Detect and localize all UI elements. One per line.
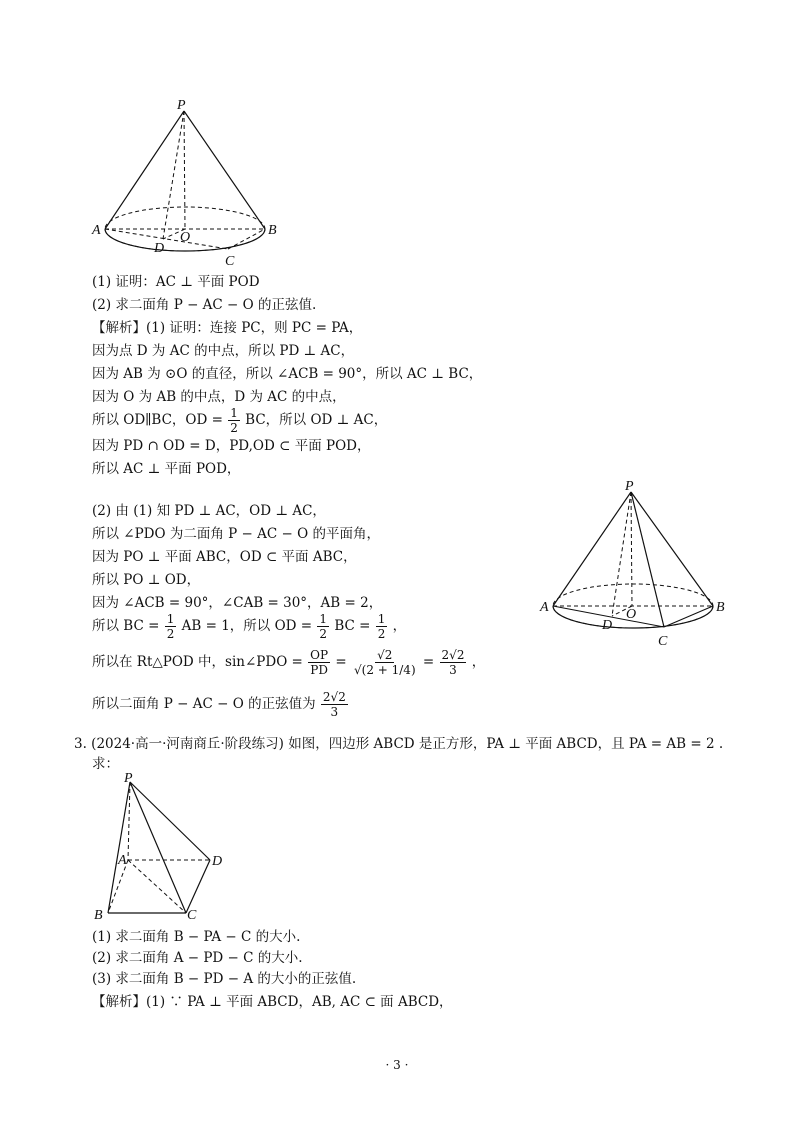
label-C: C <box>187 908 197 923</box>
label-P: P <box>177 98 186 113</box>
label-D: D <box>154 241 165 256</box>
question-3-line-1: 3. (2024·高一·河南商丘·阶段练习) 如图，四边形 ABCD 是正方形，PA ⊥ 平面 ABCD，且 PA = AB = 2 . <box>74 736 724 752</box>
label-D: D <box>212 854 223 869</box>
solution-line-4: 因为 O 为 AB 的中点，D 为 AC 的中点， <box>92 389 346 405</box>
question-3-sub-3: (3) 求二面角 B − PD − A 的大小的正弦值. <box>92 971 357 987</box>
cone-figure-2 <box>536 476 736 652</box>
numerator: 2√2 <box>441 648 465 662</box>
denominator: √(2 + 1/4) <box>353 663 416 677</box>
label-A: A <box>118 853 127 868</box>
fraction <box>165 612 177 641</box>
text: = <box>335 654 347 670</box>
numerator: 1 <box>230 406 238 420</box>
denominator: 2 <box>377 627 386 641</box>
question-2: (2) 求二面角 P − AC − O 的正弦值. <box>92 297 317 313</box>
denominator: 3 <box>449 663 457 677</box>
numerator: √2 <box>377 648 393 662</box>
label-P: P <box>124 771 133 786</box>
text: = <box>422 654 435 670</box>
text: ， <box>471 654 486 670</box>
numerator: 2√2 <box>322 690 346 704</box>
fraction <box>440 648 467 677</box>
denominator: 2 <box>230 421 238 435</box>
question-3-sub-2: (2) 求二面角 A − PD − C 的大小. <box>92 950 303 966</box>
fraction <box>376 612 388 641</box>
label-B: B <box>716 600 725 615</box>
denominator: 2 <box>166 627 175 641</box>
text: BC = <box>334 618 371 634</box>
label-O: O <box>180 230 191 245</box>
text: BC，所以 OD ⊥ AC， <box>245 412 388 428</box>
label-D: D <box>602 618 613 633</box>
label-C: C <box>225 254 235 266</box>
page-number: · 3 · <box>385 1058 409 1072</box>
question-3-line-2: 求： <box>92 756 119 772</box>
text: 所以在 Rt△POD 中，sin∠PDO = <box>92 654 303 670</box>
solution-line-5 <box>92 406 387 435</box>
fraction <box>321 690 348 719</box>
numerator: OP <box>310 648 329 662</box>
part2-line-5: 因为 ∠ACB = 90°，∠CAB = 30°，AB = 2， <box>92 595 383 611</box>
part2-line-3: 因为 PO ⊥ 平面 ABC，OD ⊂ 平面 ABC， <box>92 549 357 565</box>
solution-line-3: 因为 AB 为 ⊙O 的直径，所以 ∠ACB = 90°，所以 AC ⊥ BC， <box>92 366 483 382</box>
label-B: B <box>268 223 277 238</box>
text: 所以二面角 P − AC − O 的正弦值为 <box>92 696 316 712</box>
label-B: B <box>94 908 103 923</box>
solution-line-2: 因为点 D 为 AC 的中点，所以 PD ⊥ AC， <box>92 343 355 359</box>
question-3-solution: 【解析】(1) ∵ PA ⊥ 平面 ABCD，AB, AC ⊂ 面 ABCD， <box>92 994 453 1010</box>
question-1: (1) 证明：AC ⊥ 平面 POD <box>92 274 260 290</box>
fraction <box>228 406 240 435</box>
part2-line-2: 所以 ∠PDO 为二面角 P − AC − O 的平面角， <box>92 526 380 542</box>
pyramid-figure <box>88 770 238 925</box>
denominator: PD <box>310 663 328 677</box>
denominator: 3 <box>330 705 339 719</box>
numerator: 1 <box>319 612 328 626</box>
label-C: C <box>658 634 668 649</box>
fraction <box>317 612 329 641</box>
numerator: 1 <box>377 612 386 626</box>
numerator: 1 <box>166 612 175 626</box>
label-P: P <box>625 479 634 494</box>
text: AB = 1，所以 OD = <box>181 618 313 634</box>
solution-line-7: 所以 AC ⊥ 平面 POD， <box>92 461 241 477</box>
text: 所以 BC = <box>92 618 160 634</box>
part2-line-8 <box>92 690 349 719</box>
solution-line-1: 【解析】(1) 证明：连接 PC，则 PC = PA， <box>92 320 363 336</box>
denominator: 2 <box>319 627 328 641</box>
cone-figure-1 <box>88 96 288 266</box>
label-A: A <box>540 600 549 615</box>
fraction <box>352 648 418 677</box>
part2-line-1: (2) 由 (1) 知 PD ⊥ AC，OD ⊥ AC， <box>92 503 326 519</box>
label-O: O <box>626 607 637 622</box>
label-A: A <box>92 223 101 238</box>
part2-line-6 <box>92 612 406 641</box>
fraction <box>308 648 330 677</box>
question-3-sub-1: (1) 求二面角 B − PA − C 的大小. <box>92 929 301 945</box>
text: 所以 OD∥BC，OD = <box>92 412 223 428</box>
solution-line-6: 因为 PD ∩ OD = D，PD,OD ⊂ 平面 POD， <box>92 438 371 454</box>
part2-line-7 <box>92 648 485 677</box>
part2-line-4: 所以 PO ⊥ OD， <box>92 572 201 588</box>
text: ， <box>392 618 407 634</box>
